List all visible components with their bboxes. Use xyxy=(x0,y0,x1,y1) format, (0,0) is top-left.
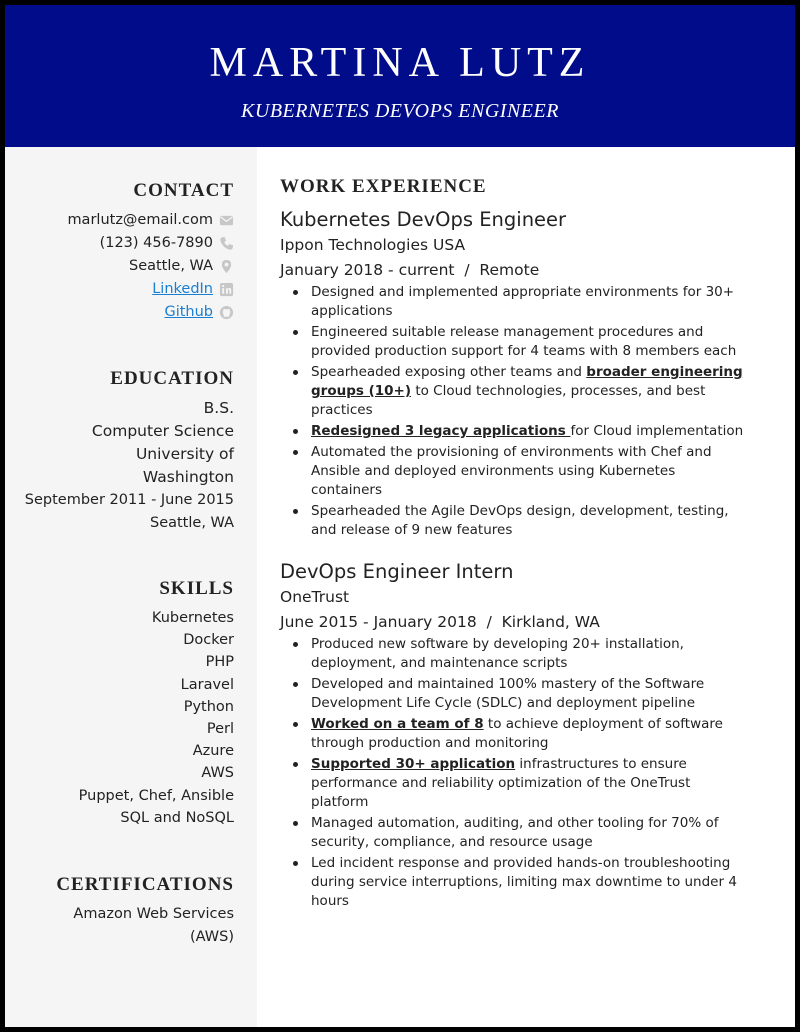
skill-item: Azure xyxy=(192,743,234,760)
github-link[interactable]: Github xyxy=(164,304,213,320)
skills-section xyxy=(79,577,234,829)
school-line-2: Washington xyxy=(142,468,234,486)
bullet-item xyxy=(280,323,750,361)
email-line xyxy=(67,209,234,232)
contact-heading: CONTACT xyxy=(133,180,234,201)
bullet-text: Developed and maintained 100% mastery of the Software Development Life Cycle (SDLC) and deployment pipeline xyxy=(311,676,705,711)
job-company: Ippon Technologies USA xyxy=(280,236,466,254)
skill-item: SQL and NoSQL xyxy=(120,809,234,826)
contact-section xyxy=(67,179,234,324)
skill-item: Docker xyxy=(183,632,234,649)
job-bullets xyxy=(280,635,780,911)
certifications-section xyxy=(56,873,234,949)
email-text[interactable]: marlutz@email.com xyxy=(67,212,213,228)
sidebar xyxy=(5,147,257,1027)
bullet-item xyxy=(280,755,750,812)
linkedin-link[interactable]: LinkedIn xyxy=(152,281,213,297)
bullet-item xyxy=(280,363,750,420)
work-experience-heading: WORK EXPERIENCE xyxy=(280,176,487,197)
bullet-text: Spearheaded exposing other teams and xyxy=(311,364,587,380)
bullet-text: Managed automation, auditing, and other tooling for 70% of security, compliance, and resource usage xyxy=(311,815,719,850)
bullet-text: infrastructures to ensure performance and reliability optimization of the OneTrust platform xyxy=(311,756,691,810)
bullet-item xyxy=(280,854,750,911)
education-heading: EDUCATION xyxy=(110,368,234,389)
major: Computer Science xyxy=(91,422,234,440)
bullet-text: to achieve deployment of software through production and monitoring xyxy=(311,716,723,751)
linkedin-line xyxy=(67,278,234,301)
bullet-item xyxy=(280,502,750,540)
phone-text[interactable]: (123) 456-7890 xyxy=(99,235,213,251)
main-content xyxy=(280,175,780,913)
school-line-1: University of xyxy=(135,445,234,463)
map-pin-icon xyxy=(219,259,234,274)
bullet-highlight: Worked on a team of 8 xyxy=(311,716,484,732)
bullet-highlight: broader engineering groups (10+) xyxy=(311,364,743,399)
job-bullets xyxy=(280,283,780,540)
candidate-name: MARTINA LUTZ xyxy=(209,40,591,86)
skill-item: Python xyxy=(183,698,234,715)
bullet-text: Spearheaded the Agile DevOps design, development, testing, and release of 9 new features xyxy=(311,503,729,538)
bullet-text: Engineered suitable release management procedures and provided production support for 4 teams with 8 members each xyxy=(311,324,737,359)
bullet-text: Automated the provisioning of environments with Chef and Ansible and deployed environments using Kubernetes containers xyxy=(311,444,712,498)
job-dates: January 2018 - current / Remote xyxy=(280,261,540,279)
github-line xyxy=(67,301,234,324)
bullet-highlight: Supported 30+ application xyxy=(311,756,516,772)
bullet-text: for Cloud implementation xyxy=(570,423,744,439)
bullet-highlight: Redesigned 3 legacy applications xyxy=(311,423,571,439)
location-line xyxy=(67,255,234,278)
skill-item: PHP xyxy=(205,654,234,671)
email-icon xyxy=(219,213,234,228)
job-entry xyxy=(280,207,780,540)
job-entry xyxy=(280,559,780,911)
bullet-item xyxy=(280,443,750,500)
skill-item: Laravel xyxy=(180,676,234,693)
bullet-text: Designed and implemented appropriate environments for 30+ applications xyxy=(311,284,735,319)
skills-heading: SKILLS xyxy=(159,578,234,599)
education-location: Seattle, WA xyxy=(149,515,234,531)
job-dates: June 2015 - January 2018 / Kirkland, WA xyxy=(280,613,600,631)
linkedin-icon xyxy=(219,282,234,297)
resume-header xyxy=(5,5,795,147)
job-title: Kubernetes DevOps Engineer xyxy=(280,208,567,231)
phone-icon xyxy=(219,236,234,251)
bullet-text: to Cloud technologies, processes, and best practices xyxy=(311,383,706,418)
education-section xyxy=(25,367,234,535)
skill-item: AWS xyxy=(201,765,234,782)
bullet-item xyxy=(280,715,750,753)
phone-line xyxy=(67,232,234,255)
education-dates: September 2011 - June 2015 xyxy=(24,492,234,508)
bullet-text: Led incident response and provided hands-on troubleshooting during service interruptions, limiting max downtime to under 4 hours xyxy=(311,855,737,909)
job-title: DevOps Engineer Intern xyxy=(280,560,514,583)
skill-item: Kubernetes xyxy=(151,610,234,626)
job-company: OneTrust xyxy=(280,588,350,606)
certifications-heading: CERTIFICATIONS xyxy=(56,874,234,895)
degree: B.S. xyxy=(203,399,234,417)
bullet-text: Produced new software by developing 20+ installation, deployment, and maintenance scripts xyxy=(311,636,684,671)
bullet-item xyxy=(280,675,750,713)
candidate-title: KUBERNETES DEVOPS ENGINEER xyxy=(241,100,559,122)
github-icon xyxy=(219,305,234,320)
bullet-item xyxy=(280,283,750,321)
certification-line-2: (AWS) xyxy=(190,929,234,945)
resume-page xyxy=(5,5,795,1027)
bullet-item xyxy=(280,635,750,673)
bullet-item xyxy=(280,422,750,441)
location-text: Seattle, WA xyxy=(128,258,213,274)
bullet-item xyxy=(280,814,750,852)
skill-item: Perl xyxy=(206,721,234,738)
certification-line-1: Amazon Web Services xyxy=(73,906,234,922)
skill-item: Puppet, Chef, Ansible xyxy=(78,787,234,804)
